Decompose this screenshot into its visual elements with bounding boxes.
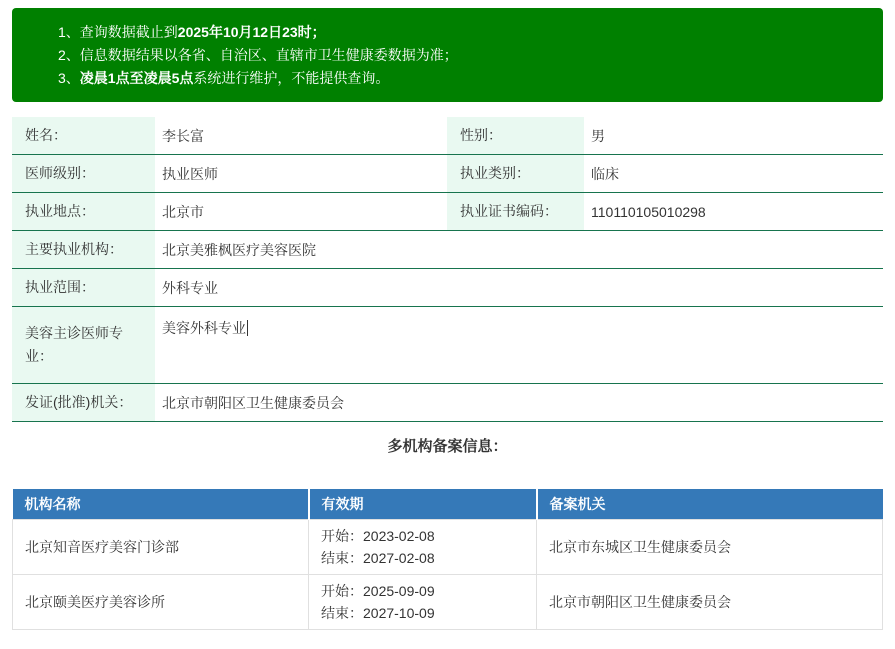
filing-authority-cell: 北京市朝阳区卫生健康委员会	[537, 575, 883, 630]
filing-authority-column-header: 备案机关	[537, 489, 883, 520]
table-row	[12, 193, 883, 231]
cosmetic-specialty-text: 美容外科专业	[162, 320, 246, 336]
notice-item-text: 信息数据结果以各省、自治区、直辖市卫生健康委数据为准；	[79, 47, 458, 63]
period-start: 开始：2023-02-08	[321, 528, 435, 544]
gender-value: 男	[584, 117, 883, 155]
notice-item-3	[58, 67, 863, 90]
notice-item-strong-text: 凌晨1点至凌晨5点	[79, 70, 194, 86]
issuing-authority-label: 发证(批准)机关：	[12, 384, 155, 422]
cosmetic-specialty-value[interactable]	[155, 307, 883, 384]
notice-item-number: 2、	[58, 47, 80, 63]
table-row	[12, 307, 883, 384]
practice-category-value: 临床	[584, 155, 883, 193]
gender-label: 性别：	[447, 117, 584, 155]
notice-item-number: 1、	[58, 24, 80, 40]
practice-scope-label: 执业范围：	[12, 269, 155, 307]
period-end: 结束：2027-02-08	[321, 550, 435, 566]
certificate-number-label: 执业证书编码：	[447, 193, 584, 231]
table-row	[13, 520, 883, 575]
validity-period-cell	[309, 575, 537, 630]
main-institution-label: 主要执业机构：	[12, 231, 155, 269]
validity-period-cell	[309, 520, 537, 575]
table-row	[13, 575, 883, 630]
issuing-authority-value: 北京市朝阳区卫生健康委员会	[155, 384, 883, 422]
period-start: 开始：2025-09-09	[321, 583, 435, 599]
notice-item-text: 系统进行维护，不能提供查询。	[193, 70, 390, 86]
certificate-number-value: 110110105010298	[584, 193, 883, 231]
practice-location-label: 执业地点：	[12, 193, 155, 231]
profile-table	[12, 117, 883, 422]
validity-period-column-header: 有效期	[309, 489, 537, 520]
registry-table	[12, 489, 883, 630]
practitioner-profile	[12, 117, 883, 422]
table-row	[12, 384, 883, 422]
org-name-column-header: 机构名称	[13, 489, 309, 520]
table-row	[12, 117, 883, 155]
practice-category-label: 执业类别：	[447, 155, 584, 193]
notice-box	[12, 8, 883, 102]
notice-item-1	[58, 21, 863, 44]
text-cursor	[247, 320, 248, 336]
table-row	[12, 155, 883, 193]
multi-org-section-title: 多机构备案信息：	[387, 438, 508, 455]
period-end: 结束：2027-10-09	[321, 605, 435, 621]
filing-authority-cell: 北京市东城区卫生健康委员会	[537, 520, 883, 575]
table-header-row	[13, 489, 883, 520]
name-label: 姓名：	[12, 117, 155, 155]
table-row	[12, 269, 883, 307]
cosmetic-specialty-label: 美容主诊医师专业：	[12, 307, 155, 384]
notice-item-text: 查询数据截止到	[79, 24, 178, 40]
doctor-level-value: 执业医师	[155, 155, 447, 193]
notice-item-2	[58, 44, 863, 67]
name-value: 李长富	[155, 117, 447, 155]
org-name-cell: 北京知音医疗美容门诊部	[13, 520, 309, 575]
multi-org-registry	[12, 489, 883, 630]
notice-item-strong-text: 2025年10月12日23时；	[177, 24, 326, 40]
practice-scope-value: 外科专业	[155, 269, 883, 307]
table-row	[12, 231, 883, 269]
notice-item-number: 3、	[58, 70, 80, 86]
doctor-level-label: 医师级别：	[12, 155, 155, 193]
practice-location-value: 北京市	[155, 193, 447, 231]
org-name-cell: 北京颐美医疗美容诊所	[13, 575, 309, 630]
main-institution-value: 北京美雅枫医疗美容医院	[155, 231, 883, 269]
